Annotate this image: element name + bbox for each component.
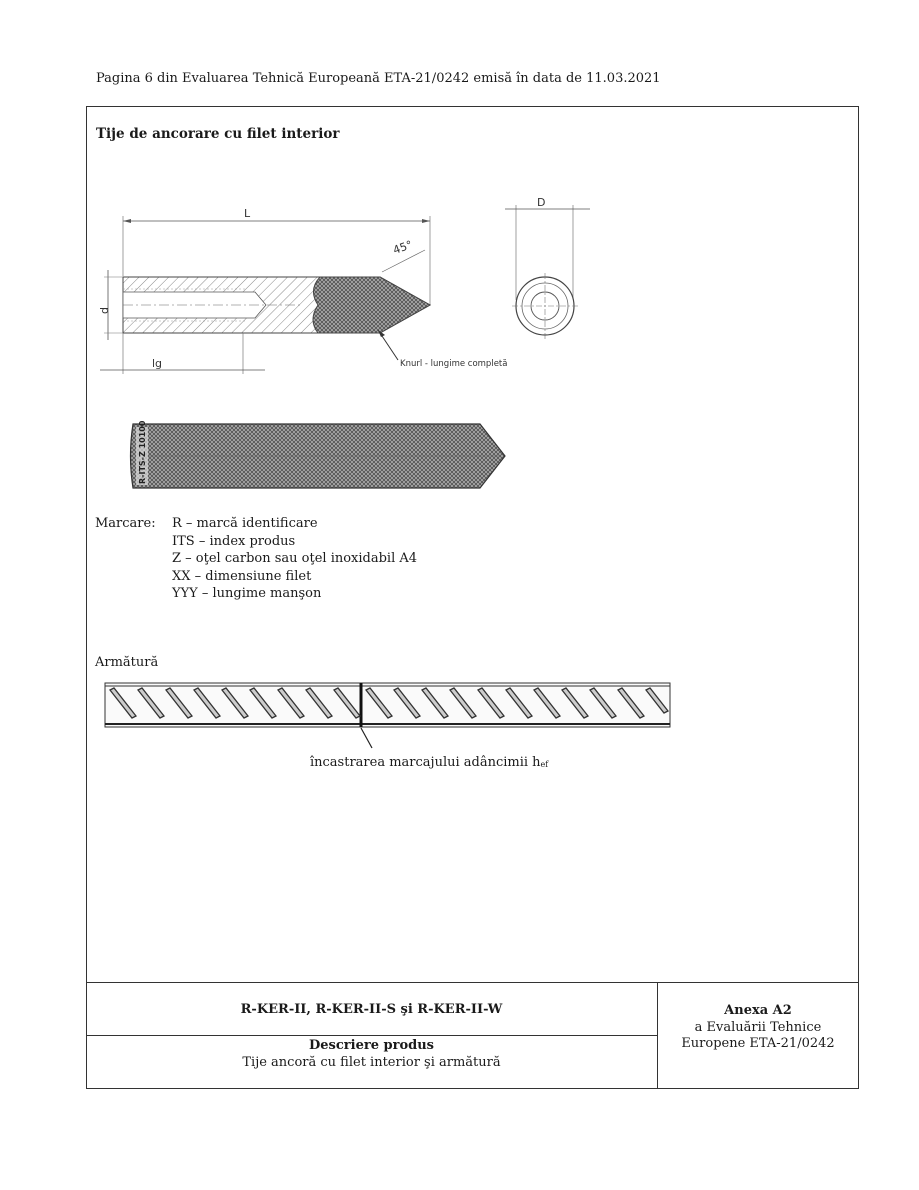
- rebar-caption: [310, 755, 548, 770]
- footer-annex-line1: a Evaluării Tehnice: [694, 1019, 822, 1035]
- footer-annex-cell: [658, 983, 858, 1053]
- footer-annex-line2: Europene ETA-21/0242: [681, 1036, 835, 1051]
- rod-side-view: [98, 207, 507, 374]
- footer-table: [86, 982, 859, 1089]
- footer-desc-title: Descriere produs: [309, 1038, 434, 1053]
- marking-item: R – marcă identificare: [172, 516, 318, 531]
- rebar: [105, 683, 670, 748]
- rod-end-view: [505, 196, 590, 339]
- footer-annex-title: Anexa A2: [724, 1003, 792, 1018]
- footer-product: R-KER-II, R-KER-II-S şi R-KER-II-W: [240, 1002, 503, 1017]
- marking-label: Marcare:: [95, 516, 156, 531]
- dim-L-label: L: [244, 207, 251, 220]
- dim-lg-label: lg: [152, 357, 163, 370]
- knurled-rod: [131, 420, 506, 488]
- footer-desc-text: Tije ancoră cu filet interior şi armătură: [242, 1055, 501, 1070]
- marking-item: YYY – lungime manşon: [172, 586, 322, 601]
- marking-item: ITS – index produs: [172, 533, 296, 549]
- dim-D-label: D: [537, 196, 546, 209]
- rebar-caption-sub: ef: [540, 760, 549, 769]
- page-header: Pagina 6 din Evaluarea Tehnică Europeană ETA-21/0242 emisă în data de 11.03.2021: [96, 71, 661, 86]
- section-title: Tije de ancorare cu filet interior: [96, 126, 340, 142]
- angle-label: 45°: [391, 238, 415, 257]
- knurl-label: Knurl - lungime completă: [400, 359, 508, 369]
- rebar-title: Armătură: [95, 655, 159, 670]
- footer-product-cell: [86, 983, 657, 1036]
- marking-item: XX – dimensiune filet: [172, 568, 312, 584]
- footer-left-cell: [86, 983, 658, 1089]
- rebar-caption-text: încastrarea marcajului adâncimii h: [310, 755, 541, 770]
- footer-description-cell: [86, 1037, 657, 1071]
- rod-marking: R-ITS-Z 10100: [138, 420, 147, 484]
- marking-item: Z – oţel carbon sau oţel inoxidabil A4: [172, 551, 418, 566]
- dim-d-label: d: [98, 307, 111, 314]
